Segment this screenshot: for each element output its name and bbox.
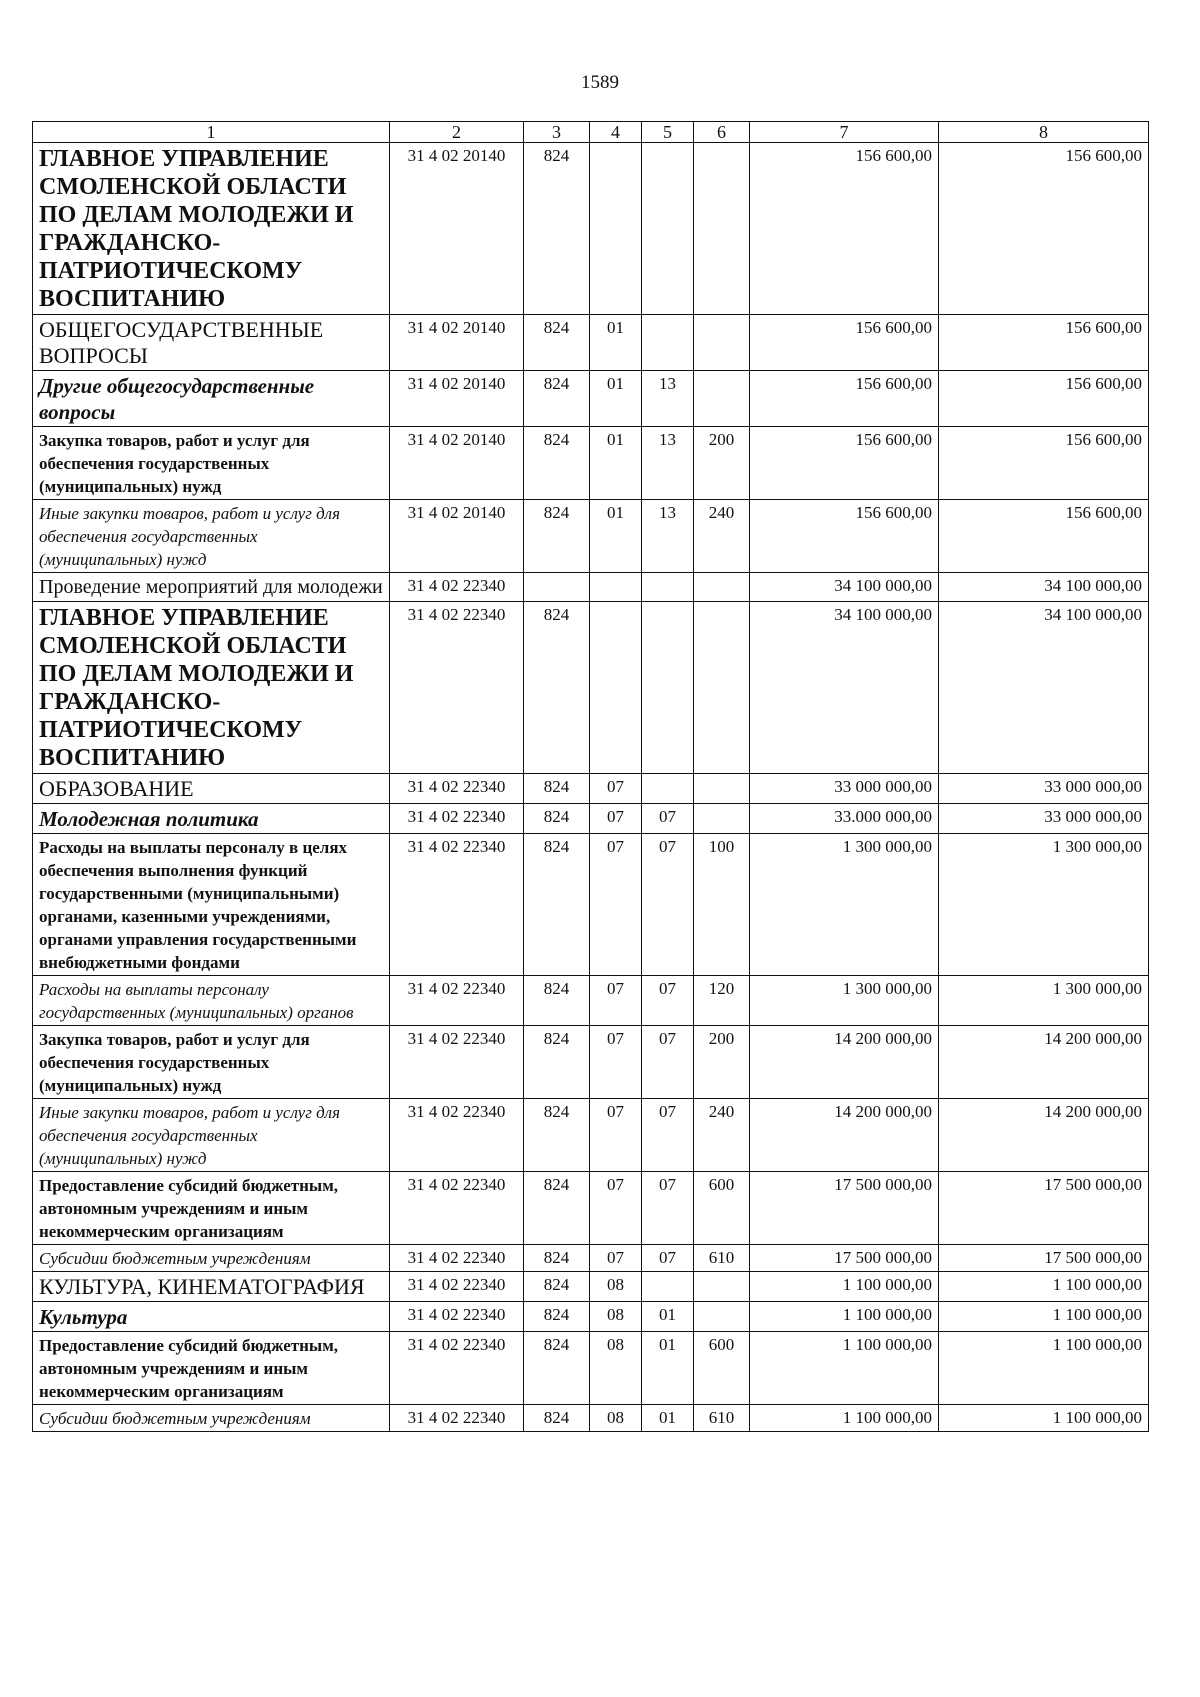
- cell-type: [694, 602, 750, 774]
- cell-ministry: 824: [524, 774, 590, 804]
- cell-name: ГЛАВНОЕ УПРАВЛЕНИЕ СМОЛЕНСКОЙ ОБЛАСТИ ПО ДЕЛАМ МОЛОДЕЖИ И ГРАЖДАНСКО-ПАТРИОТИЧЕСКОМУ ВОСПИТАНИЮ: [33, 143, 390, 315]
- cell-sum1: 33.000 000,00: [750, 804, 939, 834]
- header-cell-sum2: 8: [939, 122, 1149, 143]
- cell-name: Субсидии бюджетным учреждениям: [33, 1245, 390, 1272]
- cell-sum1: 1 300 000,00: [750, 834, 939, 976]
- cell-subsection: [642, 1272, 694, 1302]
- cell-target: 31 4 02 22340: [390, 1302, 524, 1332]
- cell-ministry: 824: [524, 371, 590, 427]
- cell-target: 31 4 02 20140: [390, 427, 524, 500]
- header-cell-sum1: 7: [750, 122, 939, 143]
- cell-sum2: 156 600,00: [939, 500, 1149, 573]
- cell-ministry: 824: [524, 804, 590, 834]
- cell-sum2: 33 000 000,00: [939, 804, 1149, 834]
- cell-section: 07: [590, 1026, 642, 1099]
- table-row: [33, 1026, 1149, 1099]
- cell-section: 07: [590, 834, 642, 976]
- table-row: [33, 1272, 1149, 1302]
- cell-section: 08: [590, 1272, 642, 1302]
- cell-type: [694, 774, 750, 804]
- cell-section: 08: [590, 1302, 642, 1332]
- cell-name: Расходы на выплаты персоналу в целях обеспечения выполнения функций государственными (муниципальными) органами, казенными учреждениями, органами управления государственными внебюджетными фондами: [33, 834, 390, 976]
- cell-subsection: 07: [642, 1172, 694, 1245]
- cell-target: 31 4 02 22340: [390, 1026, 524, 1099]
- cell-name: Предоставление субсидий бюджетным, автономным учреждениям и иным некоммерческим организациям: [33, 1332, 390, 1405]
- table-row: [33, 427, 1149, 500]
- cell-ministry: 824: [524, 427, 590, 500]
- cell-type: 200: [694, 1026, 750, 1099]
- cell-sum1: 156 600,00: [750, 427, 939, 500]
- cell-subsection: [642, 315, 694, 371]
- cell-target: 31 4 02 20140: [390, 500, 524, 573]
- cell-ministry: 824: [524, 315, 590, 371]
- cell-type: [694, 1302, 750, 1332]
- cell-subsection: 13: [642, 371, 694, 427]
- cell-sum2: 17 500 000,00: [939, 1245, 1149, 1272]
- cell-ministry: 824: [524, 834, 590, 976]
- cell-section: 07: [590, 804, 642, 834]
- cell-sum1: 1 100 000,00: [750, 1405, 939, 1432]
- cell-subsection: 01: [642, 1302, 694, 1332]
- cell-section: 01: [590, 500, 642, 573]
- cell-subsection: 07: [642, 804, 694, 834]
- cell-name: Предоставление субсидий бюджетным, автономным учреждениям и иным некоммерческим организациям: [33, 1172, 390, 1245]
- cell-name: Проведение мероприятий для молодежи: [33, 573, 390, 602]
- cell-ministry: 824: [524, 1245, 590, 1272]
- cell-sum1: 17 500 000,00: [750, 1245, 939, 1272]
- cell-type: 610: [694, 1405, 750, 1432]
- cell-sum2: 156 600,00: [939, 427, 1149, 500]
- cell-sum1: 156 600,00: [750, 500, 939, 573]
- table-row: [33, 573, 1149, 602]
- table-row: [33, 1405, 1149, 1432]
- cell-ministry: 824: [524, 1405, 590, 1432]
- cell-ministry: 824: [524, 1302, 590, 1332]
- cell-type: 200: [694, 427, 750, 500]
- header-row: [33, 122, 1149, 143]
- cell-sum2: 1 100 000,00: [939, 1332, 1149, 1405]
- cell-section: 07: [590, 1172, 642, 1245]
- cell-sum1: 156 600,00: [750, 143, 939, 315]
- cell-type: [694, 315, 750, 371]
- cell-section: 08: [590, 1332, 642, 1405]
- cell-target: 31 4 02 20140: [390, 371, 524, 427]
- cell-name: ОБРАЗОВАНИЕ: [33, 774, 390, 804]
- table-row: [33, 143, 1149, 315]
- cell-subsection: 07: [642, 976, 694, 1026]
- cell-name: Иные закупки товаров, работ и услуг для обеспечения государственных (муниципальных) нужд: [33, 500, 390, 573]
- cell-sum1: 156 600,00: [750, 315, 939, 371]
- cell-name: Закупка товаров, работ и услуг для обеспечения государственных (муниципальных) нужд: [33, 427, 390, 500]
- cell-sum2: 156 600,00: [939, 371, 1149, 427]
- cell-section: 08: [590, 1405, 642, 1432]
- cell-sum1: 17 500 000,00: [750, 1172, 939, 1245]
- cell-sum1: 34 100 000,00: [750, 573, 939, 602]
- cell-sum2: 17 500 000,00: [939, 1172, 1149, 1245]
- cell-type: 120: [694, 976, 750, 1026]
- table-row: [33, 1302, 1149, 1332]
- cell-sum1: 14 200 000,00: [750, 1026, 939, 1099]
- cell-type: [694, 143, 750, 315]
- cell-subsection: [642, 602, 694, 774]
- table-row: [33, 500, 1149, 573]
- cell-sum1: 34 100 000,00: [750, 602, 939, 774]
- cell-target: 31 4 02 22340: [390, 602, 524, 774]
- cell-type: [694, 1272, 750, 1302]
- cell-sum1: 33 000 000,00: [750, 774, 939, 804]
- cell-target: 31 4 02 22340: [390, 976, 524, 1026]
- cell-target: 31 4 02 22340: [390, 1405, 524, 1432]
- table-row: [33, 1172, 1149, 1245]
- cell-section: 01: [590, 371, 642, 427]
- cell-sum1: 1 300 000,00: [750, 976, 939, 1026]
- cell-type: [694, 371, 750, 427]
- cell-subsection: 01: [642, 1332, 694, 1405]
- cell-section: 07: [590, 1245, 642, 1272]
- table-row: [33, 371, 1149, 427]
- cell-subsection: [642, 774, 694, 804]
- table-row: [33, 774, 1149, 804]
- cell-target: 31 4 02 22340: [390, 1099, 524, 1172]
- cell-type: [694, 573, 750, 602]
- cell-name: Иные закупки товаров, работ и услуг для обеспечения государственных (муниципальных) нужд: [33, 1099, 390, 1172]
- cell-subsection: 07: [642, 1245, 694, 1272]
- cell-sum2: 1 100 000,00: [939, 1405, 1149, 1432]
- budget-table-body: [33, 122, 1149, 1432]
- cell-type: 240: [694, 1099, 750, 1172]
- cell-sum1: 156 600,00: [750, 371, 939, 427]
- cell-section: 07: [590, 1099, 642, 1172]
- table-row: [33, 1245, 1149, 1272]
- cell-name: КУЛЬТУРА, КИНЕМАТОГРАФИЯ: [33, 1272, 390, 1302]
- table-row: [33, 1332, 1149, 1405]
- table-row: [33, 804, 1149, 834]
- cell-section: [590, 143, 642, 315]
- cell-target: 31 4 02 22340: [390, 573, 524, 602]
- cell-ministry: [524, 573, 590, 602]
- cell-type: 600: [694, 1332, 750, 1405]
- table-row: [33, 976, 1149, 1026]
- cell-target: 31 4 02 22340: [390, 1332, 524, 1405]
- cell-section: 07: [590, 976, 642, 1026]
- cell-sum2: 1 100 000,00: [939, 1302, 1149, 1332]
- cell-sum2: 33 000 000,00: [939, 774, 1149, 804]
- cell-name: Субсидии бюджетным учреждениям: [33, 1405, 390, 1432]
- cell-subsection: 07: [642, 834, 694, 976]
- cell-sum1: 1 100 000,00: [750, 1302, 939, 1332]
- cell-subsection: 01: [642, 1405, 694, 1432]
- cell-sum2: 156 600,00: [939, 315, 1149, 371]
- cell-sum2: 1 300 000,00: [939, 976, 1149, 1026]
- table-row: [33, 315, 1149, 371]
- cell-sum1: 14 200 000,00: [750, 1099, 939, 1172]
- header-cell-subsection: 5: [642, 122, 694, 143]
- cell-subsection: [642, 573, 694, 602]
- cell-name: Расходы на выплаты персоналу государственных (муниципальных) органов: [33, 976, 390, 1026]
- cell-target: 31 4 02 20140: [390, 315, 524, 371]
- cell-subsection: 07: [642, 1026, 694, 1099]
- header-cell-ministry: 3: [524, 122, 590, 143]
- cell-name: Другие общегосударственные вопросы: [33, 371, 390, 427]
- table-row: [33, 602, 1149, 774]
- cell-ministry: 824: [524, 143, 590, 315]
- header-cell-name: 1: [33, 122, 390, 143]
- cell-target: 31 4 02 22340: [390, 1272, 524, 1302]
- cell-subsection: 13: [642, 500, 694, 573]
- cell-sum2: 34 100 000,00: [939, 573, 1149, 602]
- cell-sum2: 1 100 000,00: [939, 1272, 1149, 1302]
- cell-target: 31 4 02 22340: [390, 1172, 524, 1245]
- cell-subsection: [642, 143, 694, 315]
- cell-ministry: 824: [524, 602, 590, 774]
- table-row: [33, 834, 1149, 976]
- table-row: [33, 1099, 1149, 1172]
- cell-section: 01: [590, 315, 642, 371]
- cell-name: Культура: [33, 1302, 390, 1332]
- cell-section: [590, 602, 642, 774]
- cell-ministry: 824: [524, 1026, 590, 1099]
- cell-subsection: 07: [642, 1099, 694, 1172]
- cell-ministry: 824: [524, 1099, 590, 1172]
- cell-sum1: 1 100 000,00: [750, 1332, 939, 1405]
- cell-type: 240: [694, 500, 750, 573]
- cell-section: 01: [590, 427, 642, 500]
- cell-target: 31 4 02 22340: [390, 804, 524, 834]
- header-cell-target: 2: [390, 122, 524, 143]
- header-cell-type: 6: [694, 122, 750, 143]
- cell-ministry: 824: [524, 976, 590, 1026]
- cell-target: 31 4 02 22340: [390, 834, 524, 976]
- page-number: 1589: [581, 72, 619, 93]
- cell-sum2: 156 600,00: [939, 143, 1149, 315]
- cell-ministry: 824: [524, 1272, 590, 1302]
- cell-type: 610: [694, 1245, 750, 1272]
- cell-section: 07: [590, 774, 642, 804]
- cell-sum2: 14 200 000,00: [939, 1026, 1149, 1099]
- cell-ministry: 824: [524, 1172, 590, 1245]
- cell-name: Закупка товаров, работ и услуг для обеспечения государственных (муниципальных) нужд: [33, 1026, 390, 1099]
- cell-name: ОБЩЕГОСУДАРСТВЕННЫЕ ВОПРОСЫ: [33, 315, 390, 371]
- cell-type: [694, 804, 750, 834]
- cell-target: 31 4 02 22340: [390, 1245, 524, 1272]
- cell-type: 100: [694, 834, 750, 976]
- budget-table: [32, 121, 1149, 1432]
- cell-target: 31 4 02 22340: [390, 774, 524, 804]
- cell-sum2: 1 300 000,00: [939, 834, 1149, 976]
- cell-type: 600: [694, 1172, 750, 1245]
- cell-sum2: 34 100 000,00: [939, 602, 1149, 774]
- header-cell-section: 4: [590, 122, 642, 143]
- cell-sum2: 14 200 000,00: [939, 1099, 1149, 1172]
- cell-section: [590, 573, 642, 602]
- cell-subsection: 13: [642, 427, 694, 500]
- cell-ministry: 824: [524, 1332, 590, 1405]
- cell-name: ГЛАВНОЕ УПРАВЛЕНИЕ СМОЛЕНСКОЙ ОБЛАСТИ ПО ДЕЛАМ МОЛОДЕЖИ И ГРАЖДАНСКО-ПАТРИОТИЧЕСКОМУ ВОСПИТАНИЮ: [33, 602, 390, 774]
- cell-target: 31 4 02 20140: [390, 143, 524, 315]
- cell-name: Молодежная политика: [33, 804, 390, 834]
- cell-ministry: 824: [524, 500, 590, 573]
- cell-sum1: 1 100 000,00: [750, 1272, 939, 1302]
